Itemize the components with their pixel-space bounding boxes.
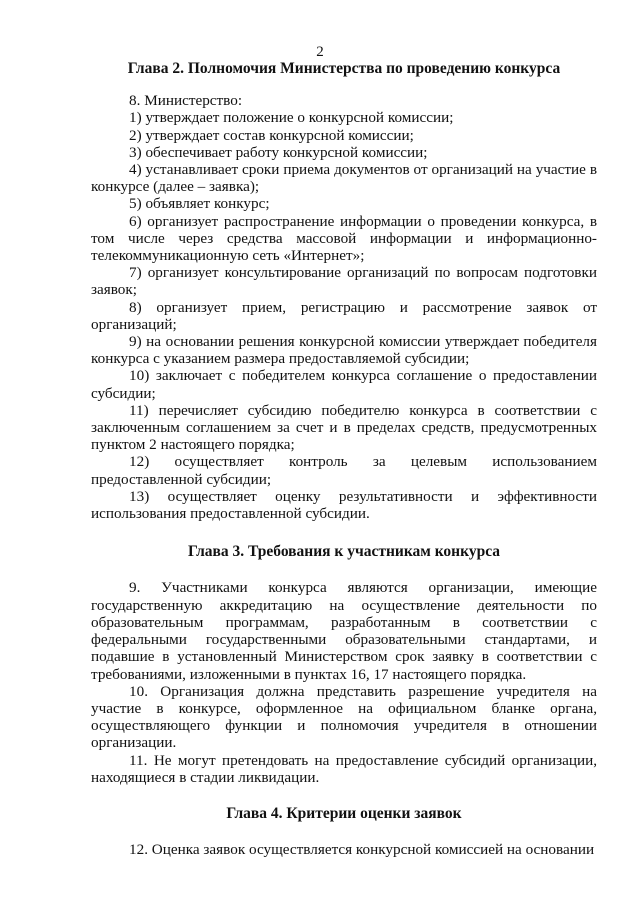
paragraph: 6) организует распространение информации о проведении конкурса, в том числе через средства массовой информации и информационно-телекоммуникационную сеть «Интернет»;	[91, 212, 597, 265]
chapter-3-section	[91, 579, 597, 785]
paragraph: 3) обеспечивает работу конкурсной комиссии;	[129, 143, 428, 161]
paragraph: 11. Не могут претендовать на предоставление субсидий организации, находящиеся в стадии ликвидации.	[91, 751, 597, 786]
document-body	[91, 60, 597, 858]
paragraph: 1) утверждает положение о конкурсной комиссии;	[129, 109, 454, 127]
paragraph: 10. Организация должна представить разрешение учредителя на участие в конкурсе, оформленное на официальном бланке органа, осуществляющего функции и полномочия учредителя в отношении организации.	[91, 682, 597, 752]
chapter-4-section	[91, 841, 597, 858]
paragraph: 12. Оценка заявок осуществляется конкурсной комиссией на основании	[129, 841, 595, 859]
chapter-4-title: Глава 4. Критерии оценки заявок	[226, 804, 462, 822]
page-number: 2	[316, 44, 324, 60]
chapter-3-title: Глава 3. Требования к участникам конкурса	[187, 543, 501, 561]
paragraph: 8. Министерство:	[129, 92, 243, 110]
paragraph: 13) осуществляет оценку результативности и эффективности использования предоставленной субсидии.	[91, 487, 597, 523]
paragraph: 11) перечисляет субсидию победителю конкурса в соответствии с заключенным соглашением за счет и в пределах средств, предусмотренных пунктом 2 настоящего порядка;	[91, 401, 597, 454]
paragraph: 7) организует консультирование организаций по вопросам подготовки заявок;	[91, 264, 597, 299]
chapter-2-title: Глава 2. Полномочия Министерства по проведению конкурса	[127, 60, 561, 77]
paragraph: 8) организует прием, регистрацию и рассмотрение заявок от организаций;	[91, 298, 597, 333]
paragraph: 2) утверждает состав конкурсной комиссии;	[129, 126, 414, 144]
paragraph: 4) устанавливает сроки приема документов от организаций на участие в конкурсе (далее – заявка);	[91, 161, 597, 196]
paragraph: 12) осуществляет контроль за целевым использованием предоставленной субсидии;	[91, 453, 597, 488]
paragraph: 10) заключает с победителем конкурса соглашение о предоставлении субсидии;	[91, 367, 597, 402]
chapter-2-section	[91, 92, 597, 522]
paragraph: 5) объявляет конкурс;	[129, 195, 270, 213]
paragraph: 9) на основании решения конкурсной комиссии утверждает победителя конкурса с указанием размера предоставляемой субсидии;	[91, 333, 597, 368]
paragraph: 9. Участниками конкурса являются организации, имеющие государственную аккредитацию на осуществление деятельности по образовательным программам, разработанным в соответствии с федеральными государственными образовательными стандартами, и подавшие в установленный Министерством срок заявку в соответствии с требованиями, изложенными в пунктах 16, 17 настоящего порядка.	[91, 579, 597, 683]
